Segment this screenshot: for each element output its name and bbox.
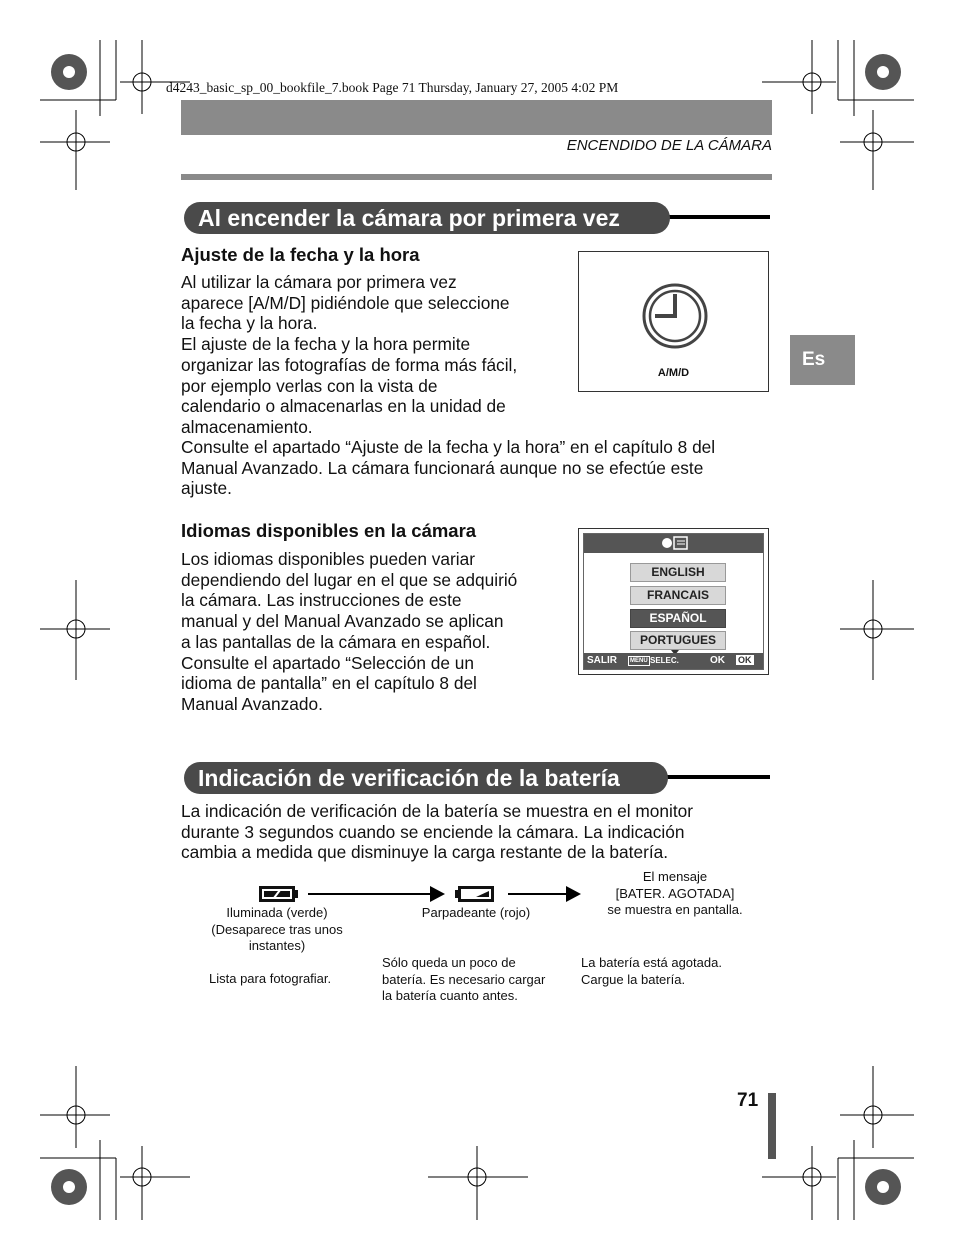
section-title-battery: Indicación de verificación de la batería bbox=[184, 762, 668, 794]
language-option-french[interactable]: FRANCAIS bbox=[630, 586, 726, 605]
ok-label: OK bbox=[710, 655, 725, 666]
text-line: organizar las fotografías de forma más fácil, bbox=[181, 354, 518, 375]
text-line: idioma de pantalla” en el capítulo 8 del bbox=[181, 673, 477, 694]
running-head: ENCENDIDO DE LA CÁMARA bbox=[566, 137, 772, 154]
text-line: durante 3 segundos cuando se enciende la cámara. La indicación bbox=[181, 821, 685, 842]
text-line: Sólo queda un poco de bbox=[382, 955, 516, 970]
text-line: cambia a medida que disminuye la carga restante de la batería. bbox=[181, 842, 669, 863]
battery-state-full-label bbox=[191, 905, 363, 955]
menu-key: MENU bbox=[630, 658, 648, 664]
subheading-date-time: Ajuste de la fecha y la hora bbox=[181, 244, 420, 265]
text-line: La batería está agotada. bbox=[581, 955, 722, 970]
text-line: se muestra en pantalla. bbox=[607, 902, 743, 917]
ok-key: OK bbox=[738, 655, 752, 665]
arrow-icon bbox=[508, 886, 581, 902]
text-line: Lista para fotografiar. bbox=[209, 971, 332, 986]
file-info: d4243_basic_sp_00_bookfile_7.book Page 71 Thursday, January 27, 2005 4:02 PM bbox=[166, 80, 619, 95]
battery-full-icon bbox=[259, 886, 298, 902]
text-line: aparece [A/M/D] pidiéndole que seleccione bbox=[181, 292, 510, 313]
page-number-bar bbox=[768, 1093, 776, 1159]
battery-low-icon bbox=[455, 886, 494, 902]
text-line: calendario o almacenarlas en la unidad de bbox=[181, 396, 506, 417]
text-line: Manual Avanzado. La cámara funcionará aunque no se efectúe este bbox=[181, 457, 704, 478]
language-option-spanish[interactable]: ESPAÑOL bbox=[630, 609, 726, 628]
battery-state-empty-label bbox=[590, 869, 760, 919]
battery-state-empty-desc bbox=[581, 955, 771, 988]
text-line: Consulte el apartado “Selección de un bbox=[181, 652, 475, 673]
text-line: la batería cuanto antes. bbox=[382, 988, 518, 1003]
text-line: ajuste. bbox=[181, 478, 232, 499]
text-line: Iluminada (verde) bbox=[226, 905, 328, 920]
text-line: Cargue la batería. bbox=[581, 971, 686, 987]
screen-label: A/M/D bbox=[657, 367, 690, 379]
select-label: SELEC. bbox=[650, 656, 679, 665]
text-line: Al utilizar la cámara por primera vez bbox=[181, 272, 457, 292]
text-line: almacenamiento. bbox=[181, 416, 313, 437]
text-line: La indicación de verificación de la batería se muestra en el monitor bbox=[181, 801, 693, 821]
text-line: la cámara. Las instrucciones de este bbox=[181, 590, 462, 611]
language-option-portuguese[interactable]: PORTUGUES bbox=[630, 631, 726, 650]
text-line: la fecha y la hora. bbox=[181, 313, 318, 334]
text-line: Los idiomas disponibles pueden variar bbox=[181, 549, 475, 569]
text-line: dependiendo del lugar en el que se adquirió bbox=[181, 569, 518, 590]
text-line: Consulte el apartado “Ajuste de la fecha y la hora” en el capítulo 8 del bbox=[181, 437, 716, 457]
section-title-first-power-on: Al encender la cámara por primera vez bbox=[184, 202, 670, 234]
battery-state-low-label bbox=[396, 905, 556, 922]
text-line: manual y del Manual Avanzado se aplican bbox=[181, 611, 504, 632]
arrow-icon bbox=[308, 886, 445, 902]
language-option-english[interactable]: ENGLISH bbox=[630, 563, 726, 582]
text-line: [BATER. AGOTADA] bbox=[615, 885, 735, 901]
text-line: (Desaparece tras unos bbox=[211, 921, 343, 937]
subheading-languages: Idiomas disponibles en la cámara bbox=[181, 520, 477, 541]
battery-state-full-desc bbox=[209, 971, 369, 988]
page-number: 71 bbox=[737, 1090, 759, 1111]
text-line: El mensaje bbox=[642, 869, 708, 884]
language-tab: Es bbox=[790, 335, 855, 385]
battery-state-low-desc bbox=[382, 955, 572, 1005]
text-line: a las pantallas de la cámara en español. bbox=[181, 631, 491, 652]
text-line: El ajuste de la fecha y la hora permite bbox=[181, 334, 471, 355]
text-line: por ejemplo verlas con la vista de bbox=[181, 375, 438, 396]
text-line: Manual Avanzado. bbox=[181, 693, 323, 714]
text-line: batería. Es necesario cargar bbox=[382, 971, 546, 987]
text-line: Parpadeante (rojo) bbox=[421, 905, 531, 920]
exit-label: SALIR bbox=[587, 655, 617, 666]
text-line: instantes) bbox=[248, 938, 306, 953]
